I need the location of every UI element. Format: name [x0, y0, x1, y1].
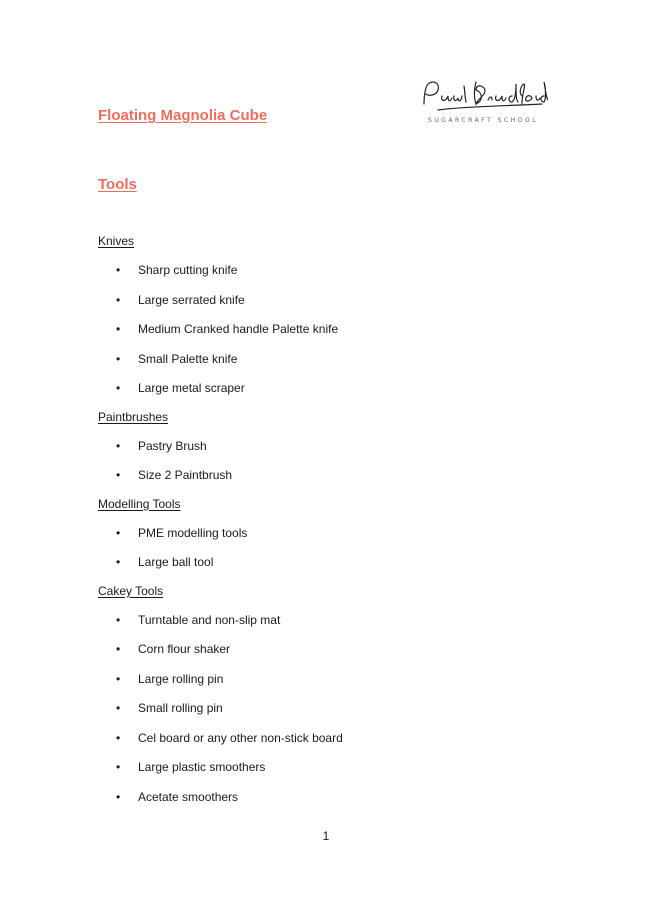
list-item — [116, 293, 245, 307]
bullet-icon: • — [116, 701, 121, 715]
signature-logo-graphic — [418, 78, 548, 126]
bullet-icon: • — [116, 263, 121, 277]
section-heading-tools: Tools — [98, 176, 137, 193]
list-item-text: Medium Cranked handle Palette knife — [138, 322, 339, 336]
bullet-icon: • — [116, 671, 121, 686]
bullet-icon: • — [116, 438, 121, 453]
list-item — [116, 672, 223, 686]
paul-bradford-logo — [418, 78, 548, 126]
list-item-text: Small rolling pin — [138, 701, 223, 715]
list-item-text: Large serrated knife — [138, 292, 245, 307]
list-item — [116, 613, 280, 627]
list-item-text: Large ball tool — [138, 555, 214, 569]
list-item-text: Large rolling pin — [138, 671, 224, 686]
bullet-icon: • — [116, 612, 121, 627]
bullet-icon: • — [116, 292, 121, 307]
list-item-text: Large plastic smoothers — [138, 760, 266, 774]
category-heading: Paintbrushes — [98, 409, 169, 424]
category-heading: Knives — [98, 234, 135, 248]
list-item-text: Turntable and non-slip mat — [138, 612, 281, 627]
list-item — [116, 760, 265, 774]
list-item — [116, 555, 213, 569]
list-item — [116, 381, 245, 395]
list-item-text: Pastry Brush — [138, 438, 207, 453]
category-heading: Modelling Tools — [98, 496, 181, 511]
list-item-text: PME modelling tools — [138, 525, 248, 540]
list-item — [116, 526, 247, 540]
list-item-text: Cel board or any other non-stick board — [138, 730, 343, 745]
logo-tagline: SUGARCRAFT SCHOOL — [427, 117, 539, 124]
list-item-text: Small Palette knife — [138, 351, 238, 366]
bullet-icon: • — [116, 555, 121, 569]
list-item-text: Large metal scraper — [138, 381, 245, 395]
bullet-icon: • — [116, 760, 121, 774]
list-item — [116, 352, 237, 366]
list-item — [116, 468, 232, 482]
page-number: 1 — [322, 829, 330, 843]
bullet-icon: • — [116, 351, 121, 366]
list-item-text: Sharp cutting knife — [138, 263, 238, 277]
bullet-icon: • — [116, 730, 121, 745]
document-title: Floating Magnolia Cube — [98, 107, 268, 124]
bullet-icon: • — [116, 525, 121, 540]
list-item — [116, 790, 238, 804]
bullet-icon: • — [116, 322, 121, 336]
list-item — [116, 731, 343, 745]
list-item-text: Corn flour shaker — [138, 642, 231, 656]
list-item-text: Acetate smoothers — [138, 789, 239, 804]
bullet-icon: • — [116, 789, 121, 804]
list-item — [116, 322, 338, 336]
list-item — [116, 642, 230, 656]
list-item — [116, 701, 223, 715]
bullet-icon: • — [116, 642, 121, 656]
list-item-text: Size 2 Paintbrush — [138, 468, 233, 482]
list-item — [116, 263, 237, 277]
bullet-icon: • — [116, 468, 121, 482]
category-heading: Cakey Tools — [98, 583, 164, 598]
bullet-icon: • — [116, 381, 121, 395]
list-item — [116, 439, 207, 453]
